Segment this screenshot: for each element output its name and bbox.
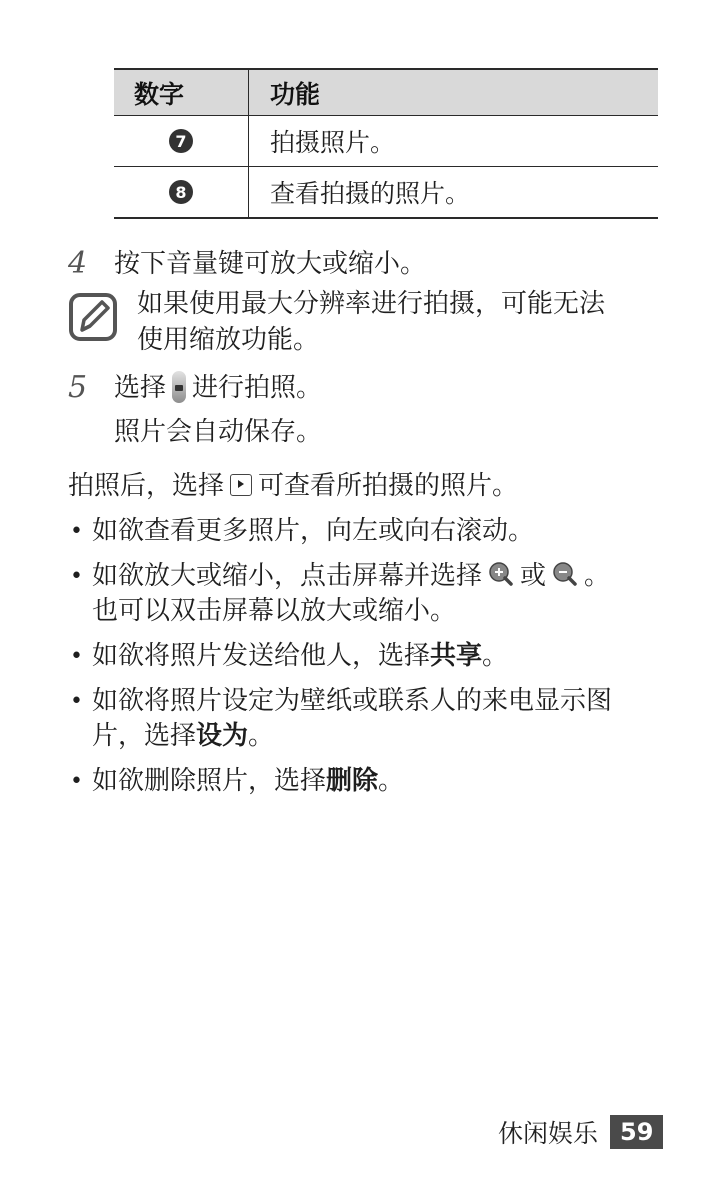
zoom-out-icon (552, 561, 578, 587)
note-icon (68, 292, 118, 342)
list-item: • 如欲将照片发送给他人，选择共享。 (70, 641, 509, 671)
view-photo-icon (230, 474, 252, 496)
step-number: 5 (68, 370, 88, 405)
table-header-number: 数字 (114, 70, 249, 115)
list-item: • 如欲查看更多照片，向左或向右滚动。 (70, 516, 535, 546)
camera-shutter-icon (172, 371, 186, 403)
step-number: 4 (68, 246, 88, 281)
number-8-badge: 8 (169, 180, 193, 204)
after-photo-text: 拍照后，选择 可查看所拍摄的照片。 (68, 471, 519, 501)
list-item: • 如欲删除照片，选择删除。 (70, 766, 405, 796)
table-cell-desc: 拍摄照片。 (270, 128, 396, 157)
step-text: 按下音量键可放大或缩小。 (114, 249, 427, 279)
function-table (114, 68, 658, 219)
step-5: 5 选择 进行拍照。 照片会自动保存。 (68, 370, 322, 450)
note-text: 如果使用最大分辨率进行拍摄，可能无法 使用缩放功能。 (137, 289, 606, 355)
zoom-in-icon (488, 561, 514, 587)
number-7-badge: 7 (169, 129, 193, 153)
table-header-function: 功能 (270, 79, 321, 109)
table-row (114, 166, 658, 217)
table-cell-desc: 查看拍摄的照片。 (270, 179, 471, 208)
page-footer (498, 1114, 663, 1150)
list-item: • 如欲放大或缩小，点击屏幕并选择 或 。 也可以双击屏幕以放大或缩小。 (70, 561, 611, 626)
table-header-row (114, 70, 658, 115)
page-number: 59 (610, 1115, 663, 1149)
list-item: • 如欲将照片设定为壁纸或联系人的来电显示图 片，选择设为。 (70, 686, 613, 751)
bullet-list (68, 514, 668, 809)
table-row (114, 115, 658, 166)
step-4 (68, 246, 426, 282)
section-label: 休闲娱乐 (498, 1119, 599, 1148)
